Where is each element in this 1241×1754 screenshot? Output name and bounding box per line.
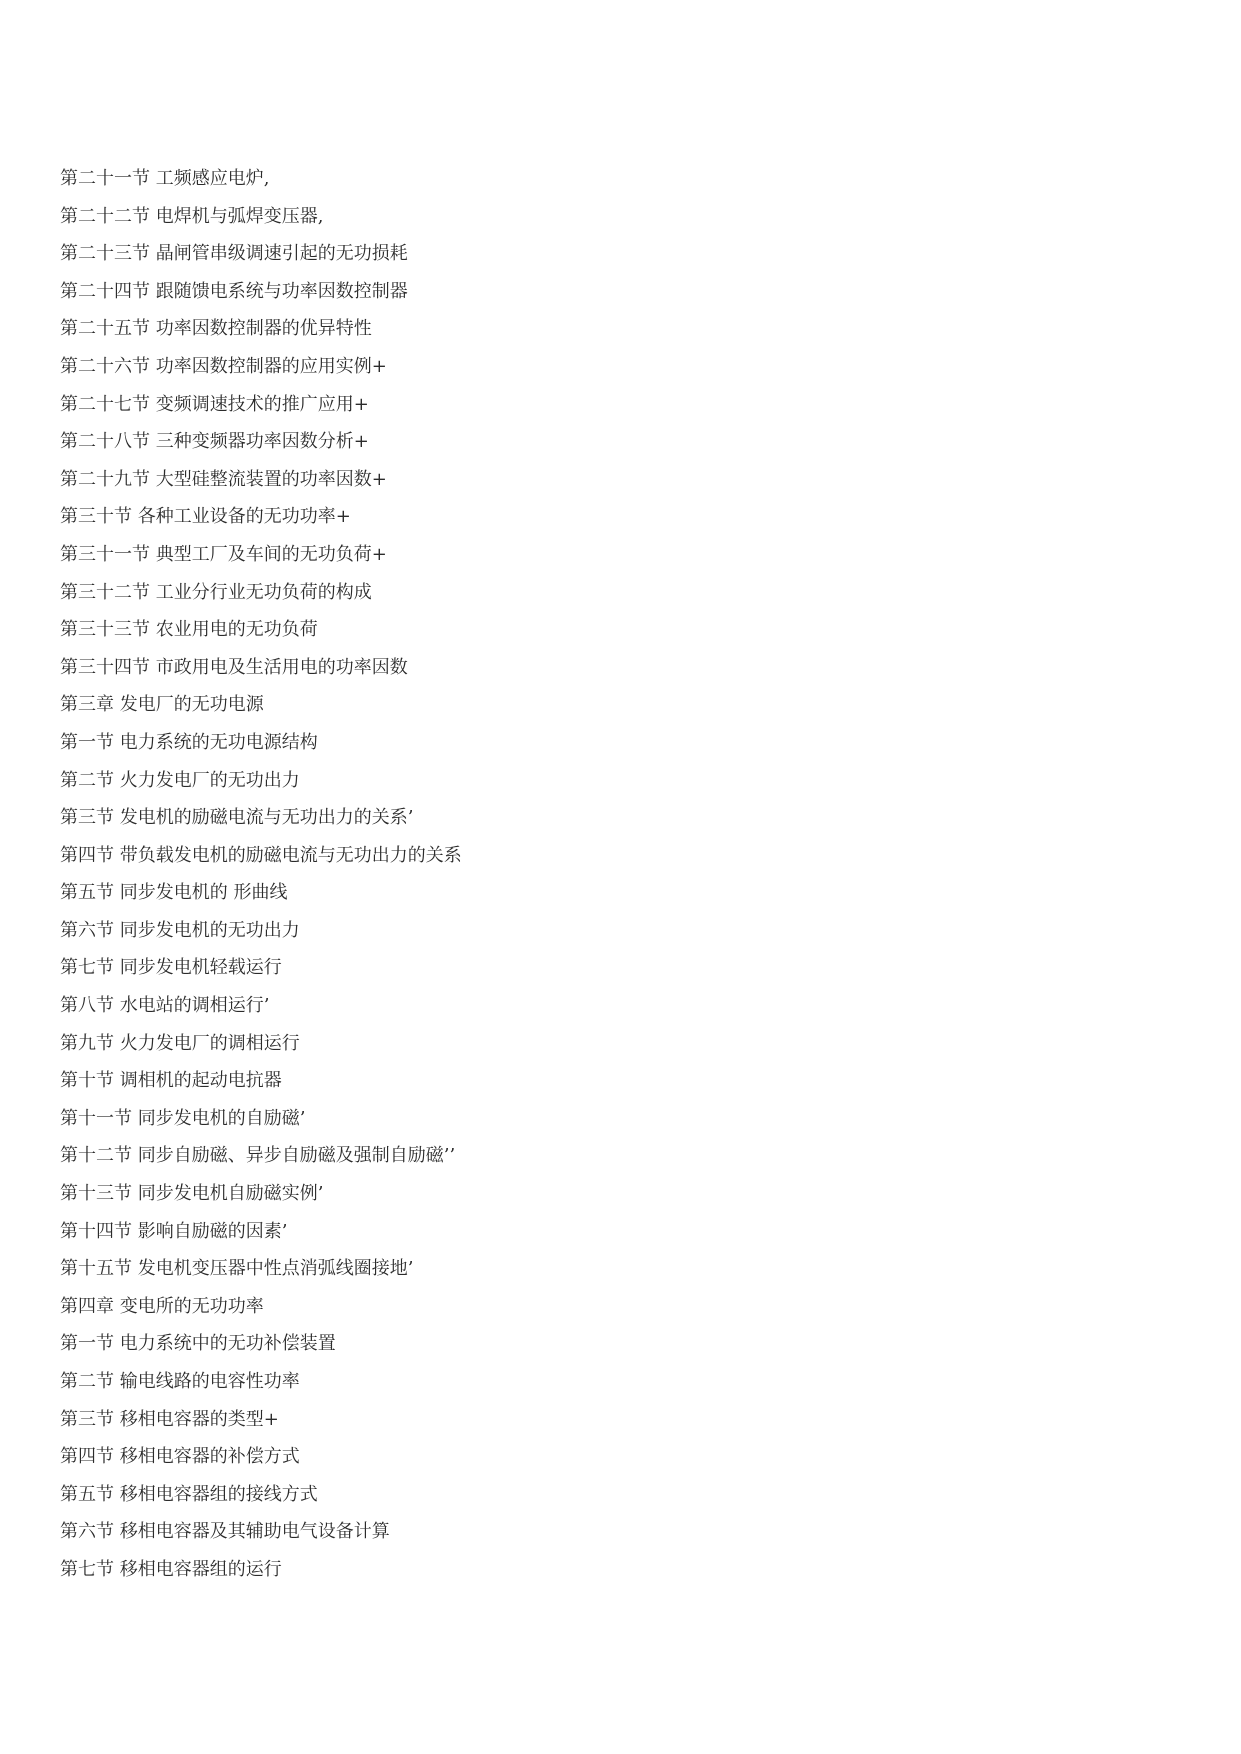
toc-entry: 第一节 电力系统中的无功补偿装置 <box>60 1333 336 1355</box>
toc-entry: 第三十二节 工业分行业无功负荷的构成 <box>60 581 372 603</box>
toc-entry: 第三十四节 市政用电及生活用电的功率因数 <box>60 656 408 678</box>
toc-entry: 第十一节 同步发电机的自励磁’ <box>60 1107 306 1129</box>
table-of-contents <box>60 160 1180 1589</box>
toc-chapter-heading: 第四章 变电所的无功功率 <box>60 1295 264 1317</box>
toc-entry: 第二十三节 晶闸管串级调速引起的无功损耗 <box>60 243 408 265</box>
toc-entry: 第一节 电力系统的无功电源结构 <box>60 731 318 753</box>
toc-entry: 第十四节 影响自励磁的因素’ <box>60 1220 288 1242</box>
toc-entry: 第二十七节 变频调速技术的推广应用+ <box>60 393 369 415</box>
toc-entry: 第二十八节 三种变频器功率因数分析+ <box>60 431 369 453</box>
toc-entry: 第二十一节 工频感应电炉, <box>60 168 270 189</box>
toc-entry: 第四节 移相电容器的补偿方式 <box>60 1446 300 1468</box>
toc-entry: 第六节 移相电容器及其辅助电气设备计算 <box>60 1521 390 1543</box>
toc-entry: 第十节 调相机的起动电抗器 <box>60 1070 282 1092</box>
toc-entry: 第五节 移相电容器组的接线方式 <box>60 1483 318 1505</box>
toc-entry: 第二十五节 功率因数控制器的优异特性 <box>60 318 372 340</box>
toc-entry: 第三节 发电机的励磁电流与无功出力的关系’ <box>60 807 414 829</box>
toc-entry: 第三十节 各种工业设备的无功功率+ <box>60 506 351 528</box>
toc-entry: 第二十九节 大型硅整流装置的功率因数+ <box>60 468 387 490</box>
toc-chapter-heading: 第三章 发电厂的无功电源 <box>60 694 264 716</box>
toc-entry: 第十五节 发电机变压器中性点消弧线圈接地’ <box>60 1258 414 1280</box>
toc-entry: 第七节 移相电容器组的运行 <box>60 1558 282 1580</box>
toc-entry: 第八节 水电站的调相运行’ <box>60 995 270 1017</box>
toc-entry: 第六节 同步发电机的无功出力 <box>60 919 300 941</box>
toc-entry: 第三十三节 农业用电的无功负荷 <box>60 619 318 641</box>
toc-entry: 第四节 带负载发电机的励磁电流与无功出力的关系 <box>60 844 462 866</box>
toc-entry: 第二节 火力发电厂的无功出力 <box>60 769 300 791</box>
toc-entry: 第十二节 同步自励磁、异步自励磁及强制自励磁’’ <box>60 1145 456 1167</box>
toc-entry: 第十三节 同步发电机自励磁实例’ <box>60 1183 324 1205</box>
toc-entry: 第七节 同步发电机轻载运行 <box>60 957 282 979</box>
toc-entry: 第二十四节 跟随馈电系统与功率因数控制器 <box>60 280 408 302</box>
toc-entry: 第九节 火力发电厂的调相运行 <box>60 1032 300 1054</box>
toc-entry: 第二十二节 电焊机与弧焊变压器, <box>60 205 324 227</box>
toc-entry: 第二节 输电线路的电容性功率 <box>60 1371 300 1392</box>
toc-entry: 第三节 移相电容器的类型+ <box>60 1408 279 1430</box>
toc-entry: 第三十一节 典型工厂及车间的无功负荷+ <box>60 543 387 565</box>
toc-entry: 第二十六节 功率因数控制器的应用实例+ <box>60 355 387 377</box>
toc-entry: 第五节 同步发电机的 形曲线 <box>60 882 288 904</box>
